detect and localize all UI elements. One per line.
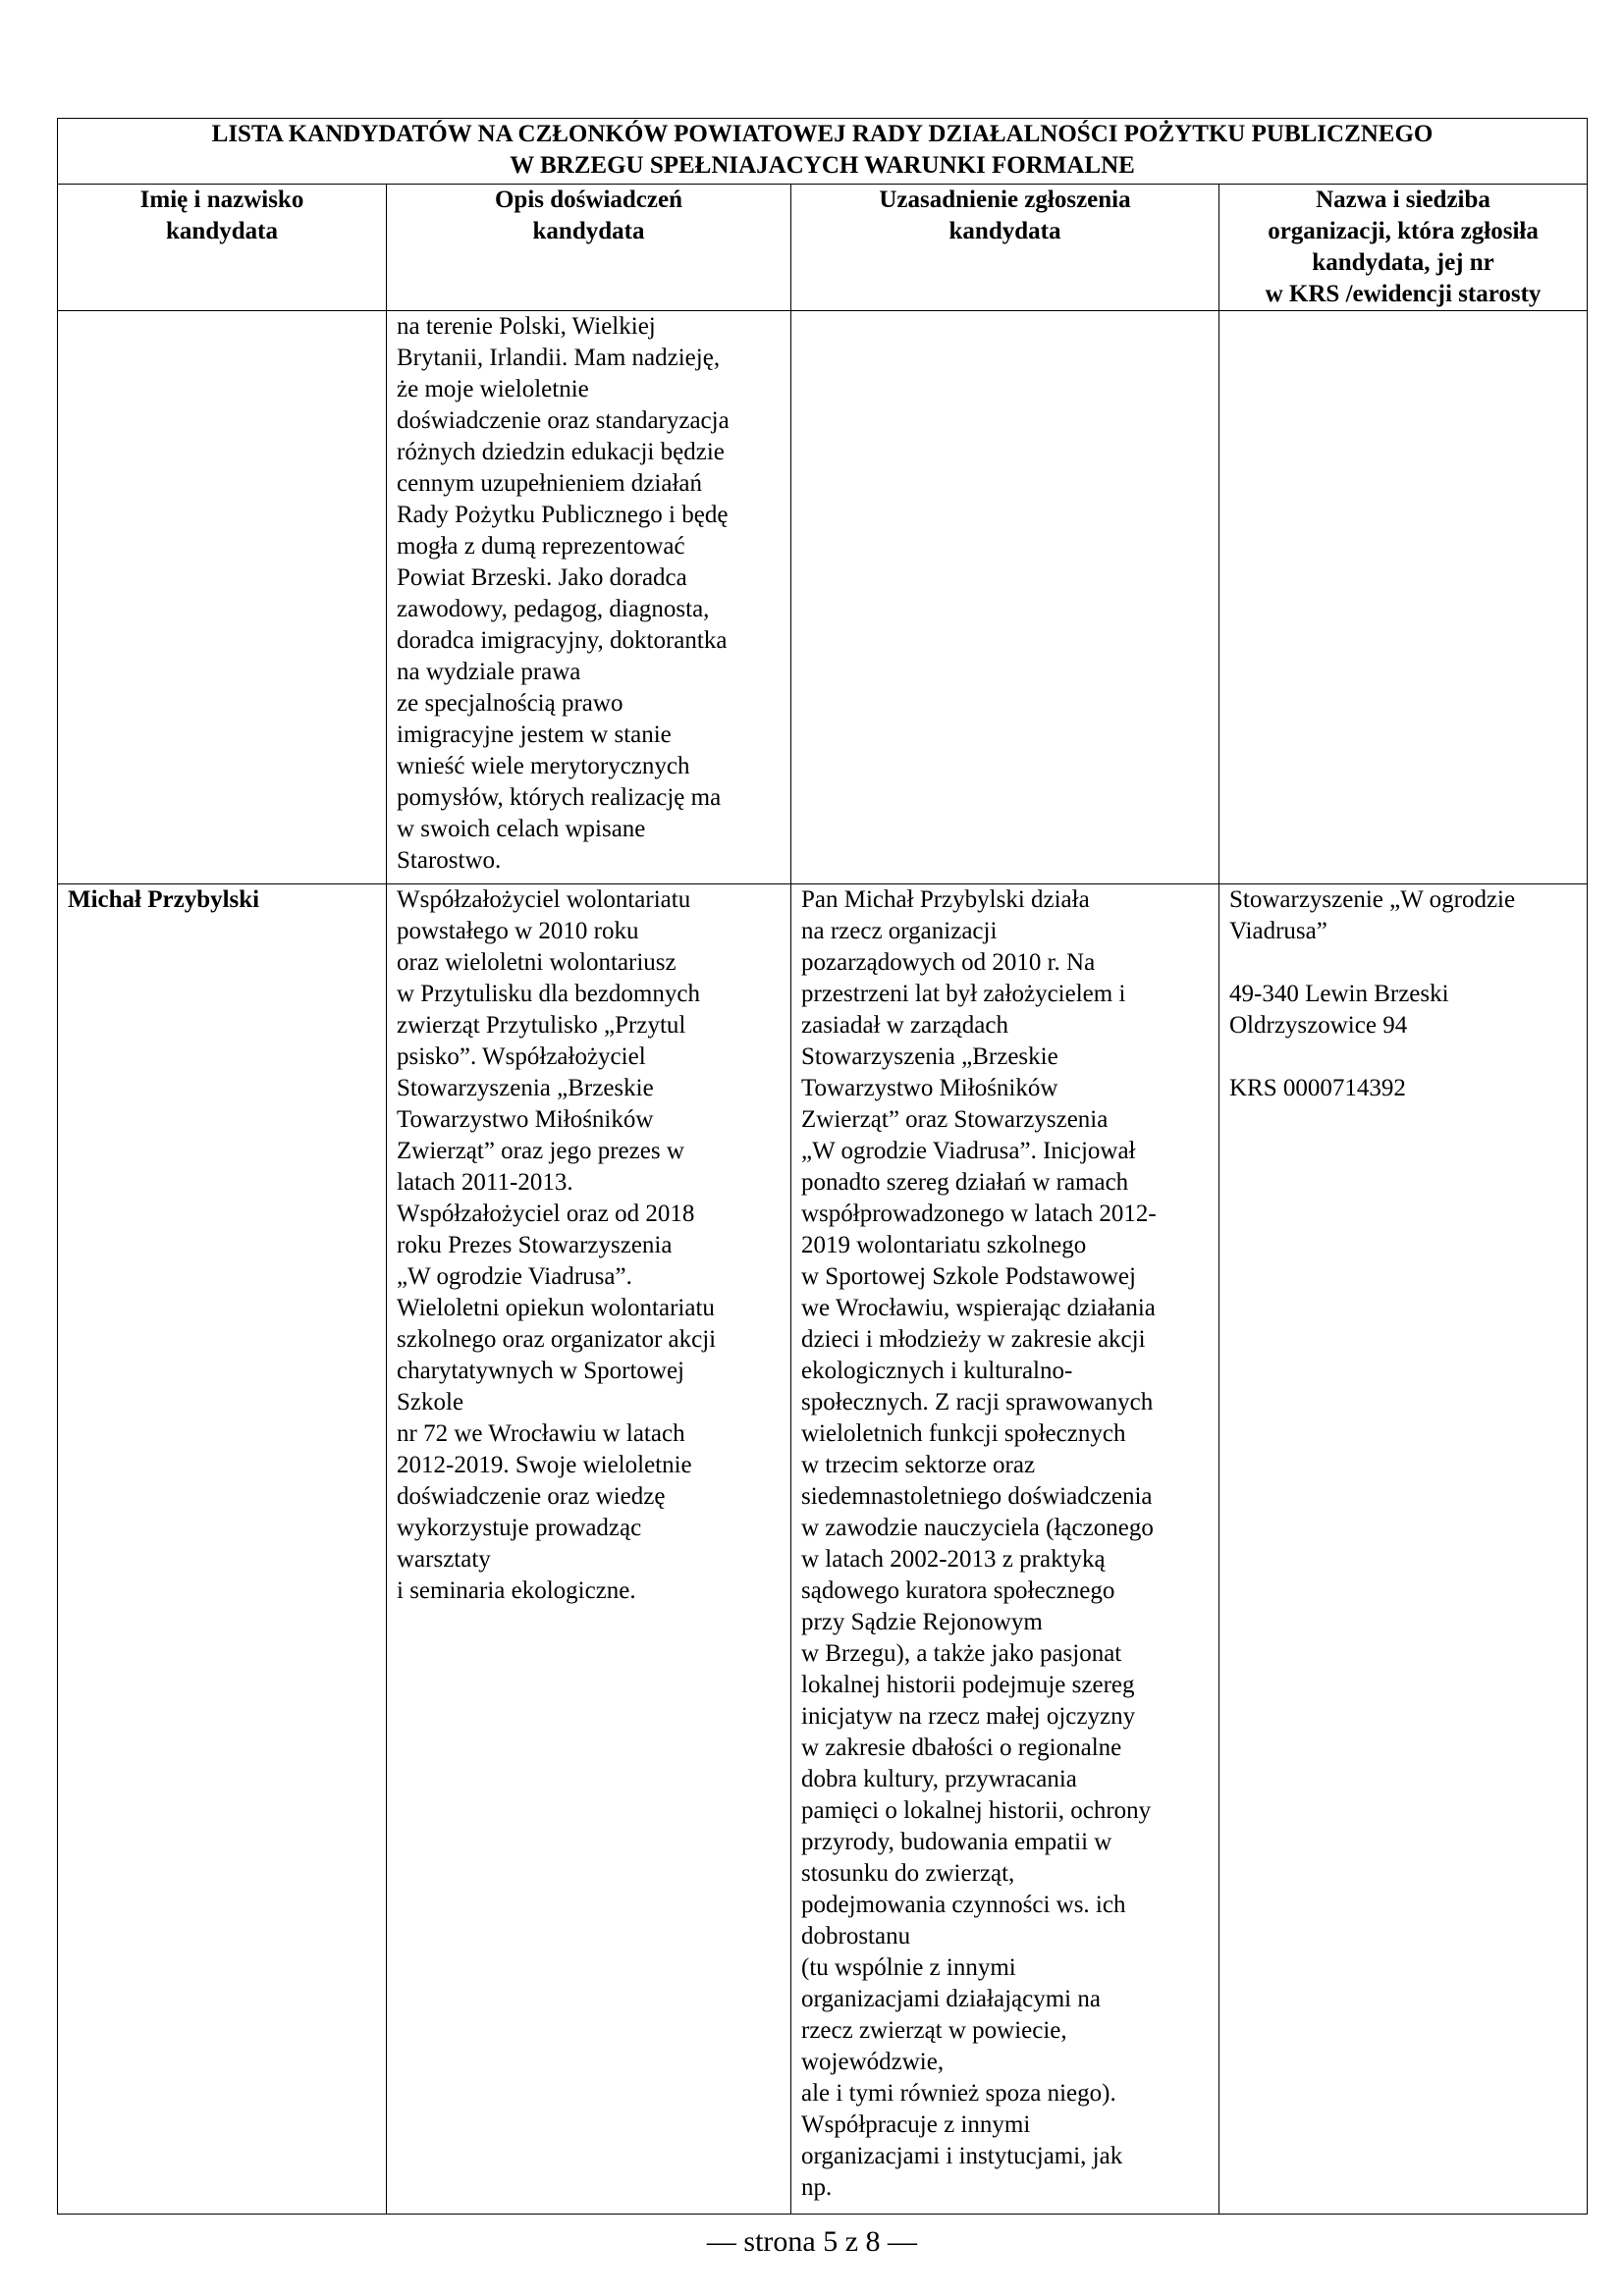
continuation-name-cell — [58, 311, 387, 884]
text-line: Starostwo. — [397, 847, 502, 874]
header-line: kandydata, jej nr — [1312, 249, 1494, 276]
organization-krs: KRS 0000714392 — [1229, 1075, 1406, 1101]
text-line: doradca imigracyjny, doktorantka — [397, 627, 728, 654]
text-line: Współzałożyciel wolontariatu — [397, 886, 691, 913]
text-line: nr 72 we Wrocławiu w latach — [397, 1420, 685, 1447]
candidate-description-cell — [387, 884, 791, 2215]
text-line: wojewódzwie, — [801, 2049, 945, 2075]
table-row — [58, 311, 1588, 884]
table-title-line: LISTA KANDYDATÓW NA CZŁONKÓW POWIATOWEJ RADY DZIAŁALNOŚCI POŻYTKU PUBLICZNEGO — [211, 121, 1434, 147]
text-line: w swoich celach wpisane — [397, 816, 646, 842]
header-experience — [387, 185, 791, 311]
text-line: Powiat Brzeski. Jako doradca — [397, 564, 687, 591]
text-line: ze specjalnością prawo — [397, 690, 623, 717]
text-line: Towarzystwo Miłośników — [397, 1106, 654, 1133]
text-line: zasiadał w zarządach — [801, 1012, 1008, 1039]
text-line: Rady Pożytku Publicznego i będę — [397, 502, 729, 528]
continuation-organization-cell — [1219, 311, 1588, 884]
organization-address-line: 49-340 Lewin Brzeski — [1229, 981, 1449, 1007]
text-line: Zwierząt” oraz jego prezes w — [397, 1138, 684, 1164]
text-line: ale i tymi również spoza niego). — [801, 2080, 1116, 2107]
text-line: Współzałożyciel oraz od 2018 — [397, 1201, 695, 1227]
text-line: Współpracuje z innymi — [801, 2111, 1031, 2138]
text-line: dobrostanu — [801, 1923, 911, 1949]
text-line: Pan Michał Przybylski działa — [801, 886, 1090, 913]
text-line: pomysłów, których realizację ma — [397, 784, 722, 811]
header-line: w KRS /ewidencji starosty — [1265, 281, 1542, 307]
text-line: Szkole — [397, 1389, 464, 1415]
text-line: inicjatyw na rzecz małej ojczyzny — [801, 1703, 1136, 1730]
text-line: ponadto szereg działań w ramach — [801, 1169, 1129, 1196]
organization-name-line: Stowarzyszenie „W ogrodzie — [1229, 886, 1516, 913]
text-line: 2012-2019. Swoje wieloletnie — [397, 1452, 692, 1478]
text-line: doświadczenie oraz standaryzacja — [397, 407, 730, 434]
table-row — [58, 884, 1588, 2215]
text-line: wnieść wiele merytorycznych — [397, 753, 690, 779]
candidate-name: Michał Przybylski — [68, 886, 260, 913]
text-line: psisko”. Współzałożyciel — [397, 1043, 646, 1070]
text-line: przestrzeni lat był założycielem i — [801, 981, 1126, 1007]
header-candidate-name — [58, 185, 387, 311]
text-line: 2019 wolontariatu szkolnego — [801, 1232, 1087, 1258]
text-line: podejmowania czynności ws. ich — [801, 1892, 1126, 1918]
text-line: siedemnastoletniego doświadczenia — [801, 1483, 1153, 1510]
continuation-justification-cell — [791, 311, 1219, 884]
text-line: dobra kultury, przywracania — [801, 1766, 1077, 1792]
header-line: kandydata — [166, 218, 278, 244]
candidate-organization-cell — [1219, 884, 1588, 2215]
text-line: „W ogrodzie Viadrusa”. — [397, 1263, 632, 1290]
text-line: stosunku do zwierząt, — [801, 1860, 1015, 1887]
header-line: Uzasadnienie zgłoszenia — [879, 187, 1131, 213]
text-line: warsztaty — [397, 1546, 491, 1573]
text-line: cennym uzupełnieniem działań — [397, 470, 702, 497]
header-line: kandydata — [948, 218, 1061, 244]
text-line: w trzecim sektorze oraz — [801, 1452, 1036, 1478]
text-line: lokalnej historii podejmuje szereg — [801, 1672, 1135, 1698]
text-line: społecznych. Z racji sprawowanych — [801, 1389, 1154, 1415]
text-line: rzecz zwierząt w powiecie, — [801, 2017, 1067, 2044]
header-organization — [1219, 185, 1588, 311]
text-line: w Brzegu), a także jako pasjonat — [801, 1640, 1122, 1667]
text-line: imigracyjne jestem w stanie — [397, 721, 672, 748]
text-line: mogła z dumą reprezentować — [397, 533, 685, 560]
text-line: w Sportowej Szkole Podstawowej — [801, 1263, 1136, 1290]
text-line: na terenie Polski, Wielkiej — [397, 313, 656, 340]
header-line: Nazwa i siedziba — [1316, 187, 1490, 213]
text-line: ekologicznych i kulturalno- — [801, 1358, 1073, 1384]
text-line: na wydziale prawa — [397, 659, 581, 685]
text-line: „W ogrodzie Viadrusa”. Inicjował — [801, 1138, 1136, 1164]
header-line: organizacji, która zgłosiła — [1268, 218, 1539, 244]
text-line: i seminaria ekologiczne. — [397, 1577, 636, 1604]
header-line: kandydata — [532, 218, 645, 244]
text-line: pamięci o lokalnej historii, ochrony — [801, 1797, 1152, 1824]
table-title — [58, 119, 1588, 185]
text-line: różnych dziedzin edukacji będzie — [397, 439, 725, 465]
candidate-name-cell — [58, 884, 387, 2215]
text-line: przy Sądzie Rejonowym — [801, 1609, 1043, 1635]
text-line: wykorzystuje prowadząc — [397, 1515, 642, 1541]
text-line: oraz wieloletni wolontariusz — [397, 949, 677, 976]
text-line: dzieci i młodzieży w zakresie akcji — [801, 1326, 1146, 1353]
text-line: w zakresie dbałości o regionalne — [801, 1735, 1122, 1761]
header-line: Opis doświadczeń — [494, 187, 682, 213]
text-line: w latach 2002-2013 z praktyką — [801, 1546, 1106, 1573]
organization-address-line: Oldrzyszowice 94 — [1229, 1012, 1408, 1039]
text-line: sądowego kuratora społecznego — [801, 1577, 1115, 1604]
page-number: — strona 5 z 8 — — [706, 2225, 918, 2258]
text-line: wieloletnich funkcji społecznych — [801, 1420, 1126, 1447]
text-line: Stowarzyszenia „Brzeskie — [397, 1075, 654, 1101]
continuation-description-cell — [387, 311, 791, 884]
text-line: Zwierząt” oraz Stowarzyszenia — [801, 1106, 1109, 1133]
text-line: że moje wieloletnie — [397, 376, 589, 402]
table-title-line: W BRZEGU SPEŁNIAJACYCH WARUNKI FORMALNE — [510, 152, 1135, 179]
text-line: organizacjami i instytucjami, jak — [801, 2143, 1123, 2169]
text-line: doświadczenie oraz wiedzę — [397, 1483, 666, 1510]
text-line: szkolnego oraz organizator akcji — [397, 1326, 717, 1353]
candidates-table — [57, 118, 1588, 2215]
text-line: powstałego w 2010 roku — [397, 918, 639, 944]
text-line: Wieloletni opiekun wolontariatu — [397, 1295, 715, 1321]
text-line: zawodowy, pedagog, diagnosta, — [397, 596, 710, 622]
organization-name-line: Viadrusa” — [1229, 918, 1327, 944]
text-line: Brytanii, Irlandii. Mam nadzieję, — [397, 345, 721, 371]
text-line: w zawodzie nauczyciela (łączonego — [801, 1515, 1154, 1541]
text-line: pozarządowych od 2010 r. Na — [801, 949, 1096, 976]
text-line: latach 2011-2013. — [397, 1169, 573, 1196]
text-line: Stowarzyszenia „Brzeskie — [801, 1043, 1058, 1070]
text-line: w Przytulisku dla bezdomnych — [397, 981, 700, 1007]
text-line: przyrody, budowania empatii w — [801, 1829, 1112, 1855]
candidate-justification-cell — [791, 884, 1219, 2215]
text-line: charytatywnych w Sportowej — [397, 1358, 684, 1384]
text-line: roku Prezes Stowarzyszenia — [397, 1232, 673, 1258]
text-line: organizacjami działającymi na — [801, 1986, 1101, 2012]
text-line: np. — [801, 2174, 833, 2201]
text-line: na rzecz organizacji — [801, 918, 998, 944]
text-line: Towarzystwo Miłośników — [801, 1075, 1058, 1101]
text-line: we Wrocławiu, wspierając działania — [801, 1295, 1156, 1321]
header-justification — [791, 185, 1219, 311]
text-line: zwierząt Przytulisko „Przytul — [397, 1012, 686, 1039]
header-line: Imię i nazwisko — [139, 187, 304, 213]
text-line: (tu wspólnie z innymi — [801, 1954, 1016, 1981]
text-line: współprowadzonego w latach 2012- — [801, 1201, 1157, 1227]
